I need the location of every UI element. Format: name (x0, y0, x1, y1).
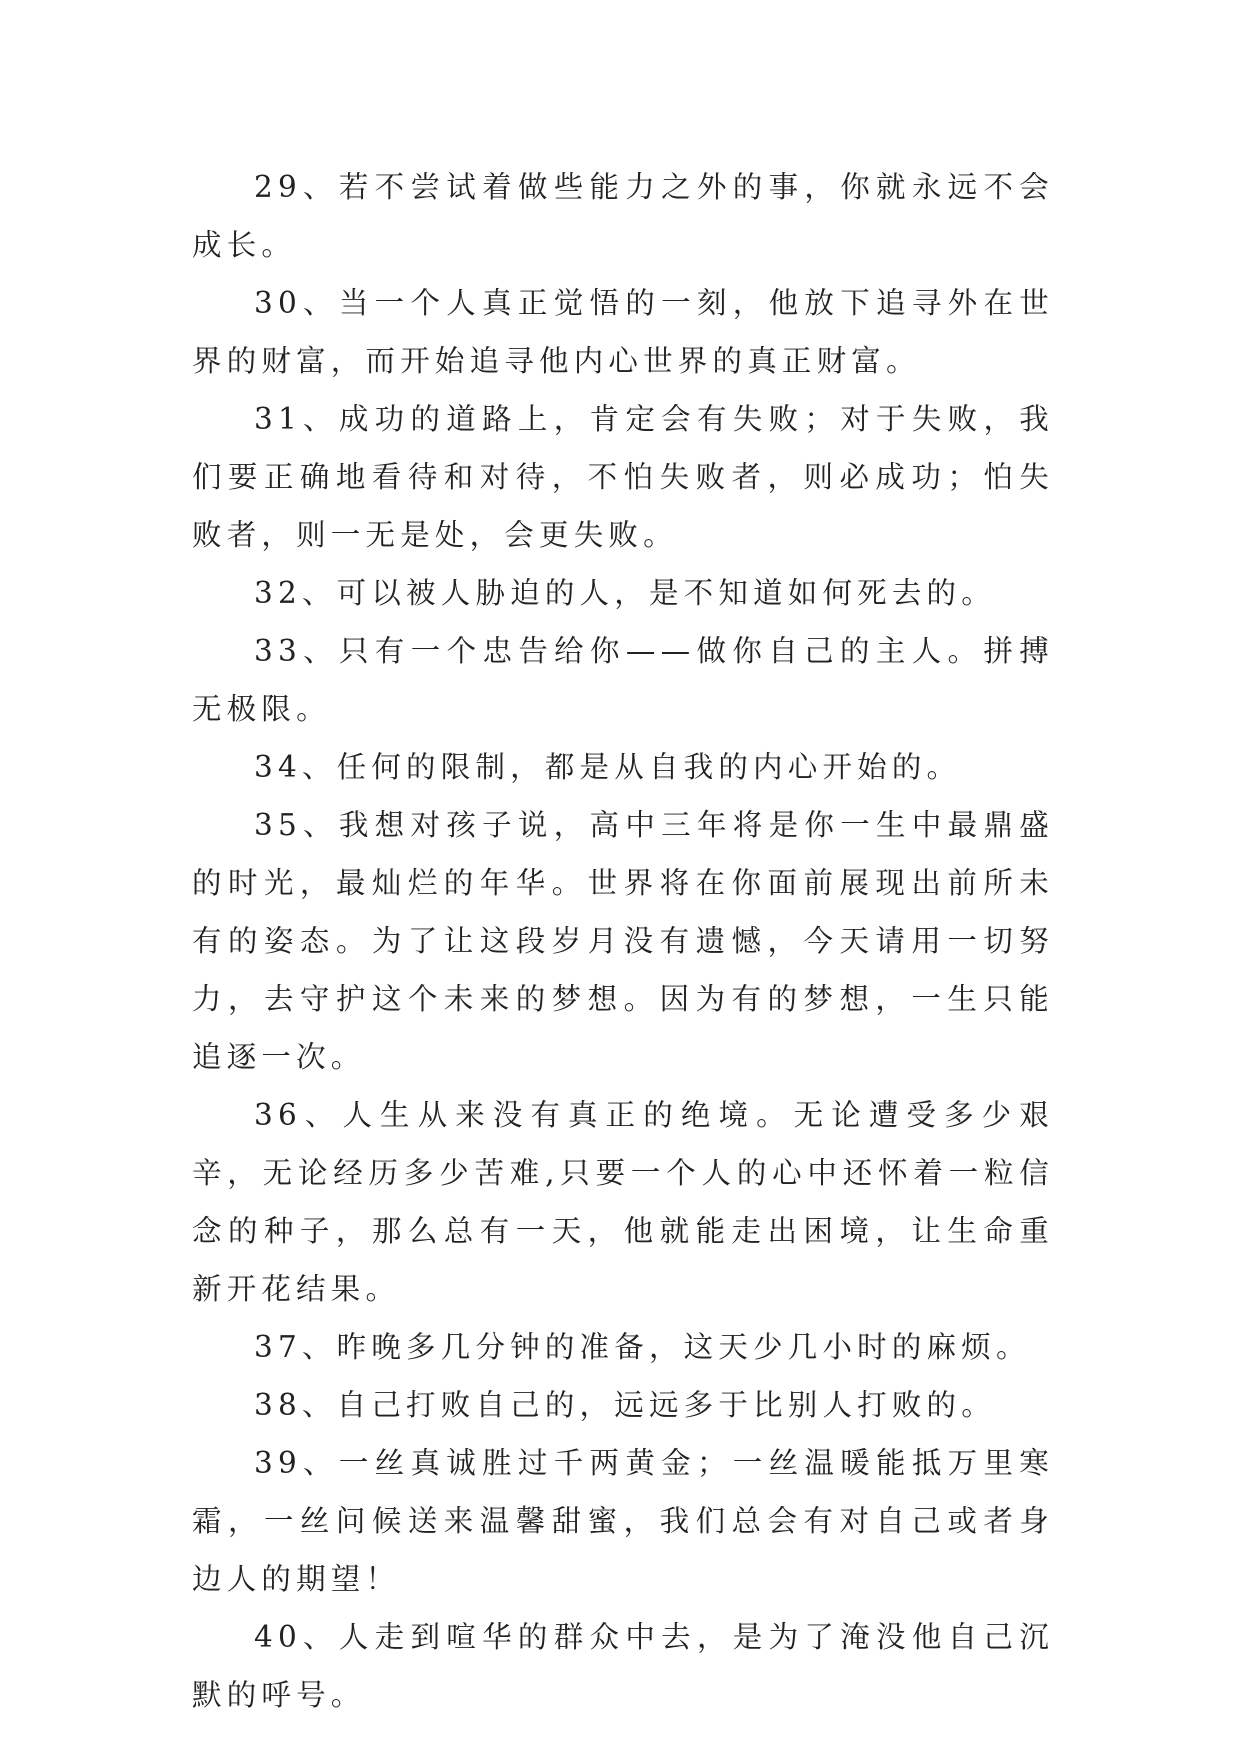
paragraph-37: 37、昨晚多几分钟的准备，这天少几小时的麻烦。 (254, 1330, 1031, 1364)
paragraph-30: 30、当一个人真正觉悟的一刻，他放下追寻外在世界的财富，而开始追寻他内心世界的真正财富。 (192, 286, 1054, 378)
paragraph-32: 32、可以被人胁迫的人，是不知道如何死去的。 (254, 576, 996, 610)
paragraph-38: 38、自己打败自己的，远远多于比别人打败的。 (254, 1388, 996, 1422)
paragraph-29: 29、若不尝试着做些能力之外的事，你就永远不会成长。 (192, 170, 1054, 262)
paragraph-36: 36、人生从来没有真正的绝境。无论遭受多少艰辛，无论经历多少苦难,只要一个人的心中还怀着一粒信念的种子，那么总有一天，他就能走出困境，让生命重新开花结果。 (192, 1098, 1054, 1306)
paragraph-39: 39、一丝真诚胜过千两黄金；一丝温暖能抵万里寒霜，一丝问候送来温馨甜蜜，我们总会有对自己或者身边人的期望！ (192, 1446, 1054, 1596)
paragraph-40: 40、人走到喧华的群众中去，是为了淹没他自己沉默的呼号。 (192, 1620, 1054, 1712)
paragraph-35: 35、我想对孩子说，高中三年将是你一生中最鼎盛的时光，最灿烂的年华。世界将在你面前展现出前所未有的姿态。为了让这段岁月没有遗憾，今天请用一切努力，去守护这个未来的梦想。因为有的梦想，一生只能追逐一次。 (192, 808, 1054, 1074)
paragraph-31: 31、成功的道路上，肯定会有失败；对于失败，我们要正确地看待和对待，不怕失败者，则必成功；怕失败者，则一无是处，会更失败。 (192, 402, 1054, 552)
paragraph-33: 33、只有一个忠告给你——做你自己的主人。拼搏无极限。 (192, 634, 1054, 726)
paragraph-34: 34、任何的限制，都是从自我的内心开始的。 (254, 750, 962, 784)
document-body (192, 158, 1054, 1724)
